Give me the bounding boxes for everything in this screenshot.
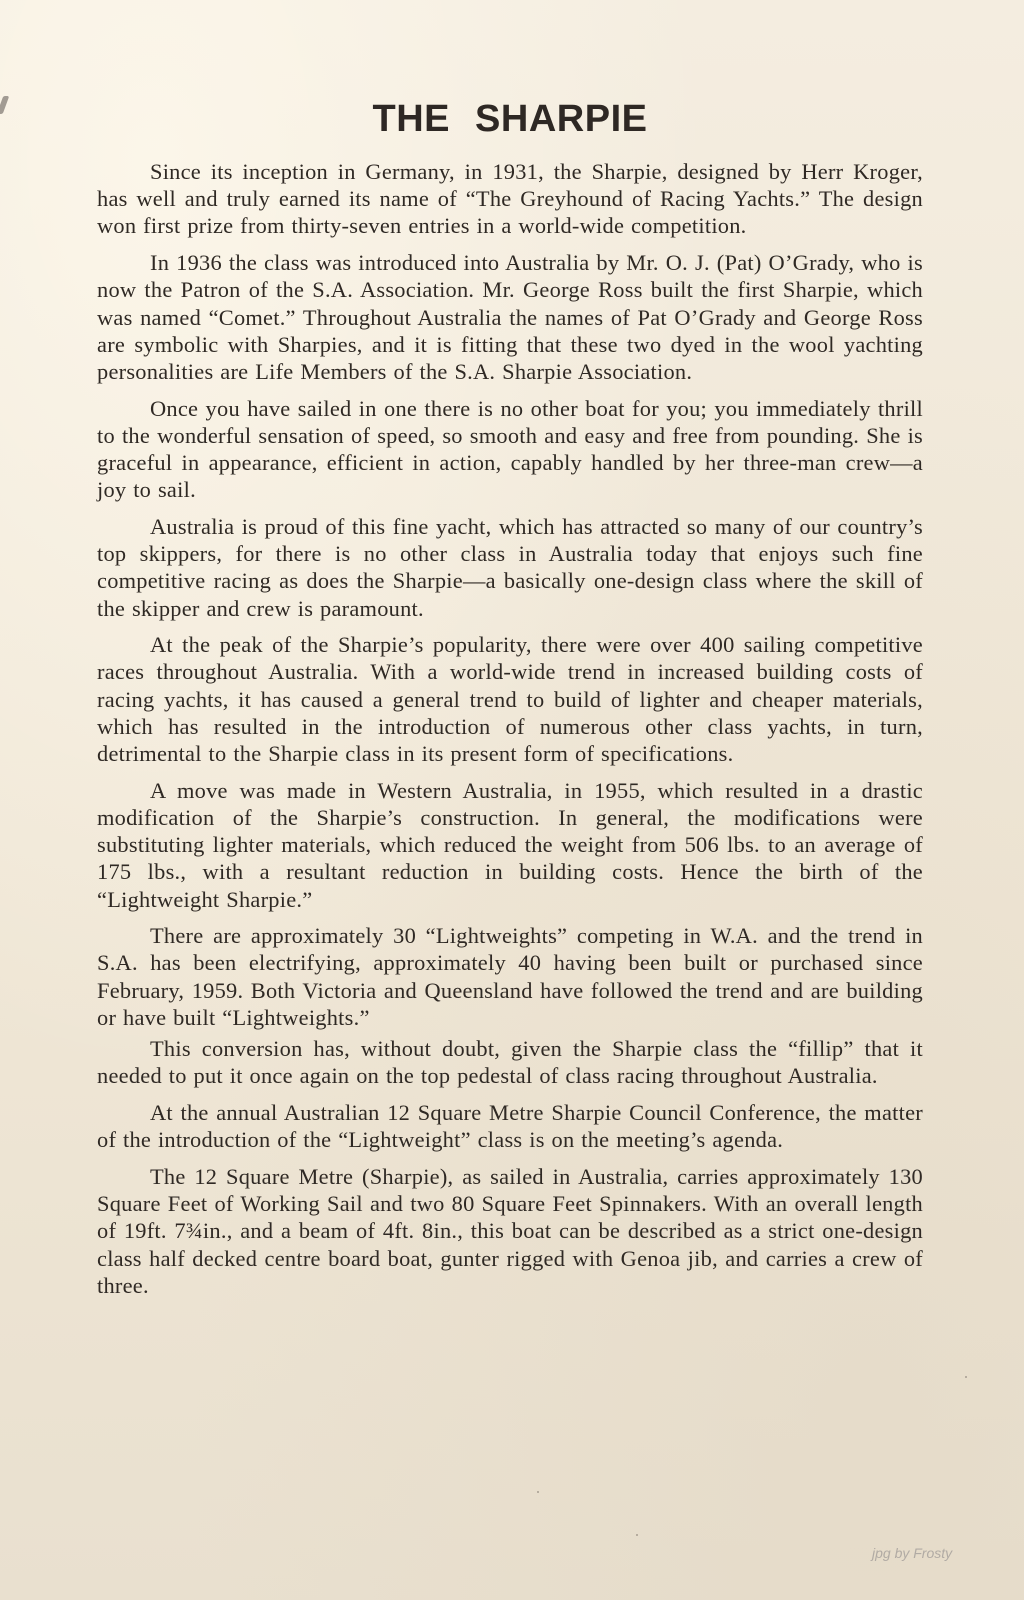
paper-speck — [636, 1534, 638, 1536]
page-edge-mark — [0, 96, 9, 114]
paragraph-council-conference: At the annual Australian 12 Square Metre Sharpie Council Conference, the matter of the introduction of the “Lightweight” class is on the meeting’s agenda. — [97, 1100, 923, 1153]
watermark-text: jpg by Frosty — [872, 1545, 953, 1561]
paragraph-national-pride: Australia is proud of this fine yacht, which has attracted so many of our country’s top skippers, for there is no other class in Australia today that enjoys such fine competitive racing as does the Sharpie—a basically one-design class where the skill of the skipper and crew is paramount. — [97, 513, 923, 621]
paragraph-conversion: This conversion has, without doubt, given the Sharpie class the “fillip” that it needed to put it once again on the top pedestal of class racing throughout Australia. — [97, 1036, 923, 1089]
paragraph-lightweight-origin: A move was made in Western Australia, in 1955, which resulted in a drastic modification of the Sharpie’s construction. In general, the modifications were substituting lighter materials, which reduced the weight from 506 lbs. to an average of 175 lbs., with a resultant reduction in building costs. Hence the birth of the “Lightweight Sharpie.” — [97, 777, 923, 912]
paragraph-specifications: The 12 Square Metre (Sharpie), as sailed in Australia, carries approximately 130 Square Feet of Working Sail and two 80 Square Feet Spinnakers. With an overall length of 19ft. 7¾in., and a beam of 4ft. 8in., this boat can be described as a strict one-design class half decked centre board boat, gunter rigged with Genoa jib, and carries a crew of three. — [97, 1163, 923, 1298]
paragraph-australia-intro: In 1936 the class was introduced into Australia by Mr. O. J. (Pat) O’Grady, who is now the Patron of the S.A. Association. Mr. George Ross built the first Sharpie, which was named “Comet.” Throughout Australia the names of Pat O’Grady and George Ross are symbolic with Sharpies, and it is fitting that these two dyed in the wool yachting personalities are Life Members of the S.A. Sharpie Association. — [97, 250, 923, 384]
document-page — [97, 96, 923, 1308]
paragraph-history: Since its inception in Germany, in 1931, the Sharpie, designed by Herr Kroger, has well and truly earned its name of “The Greyhound of Racing Yachts.” The design won first prize from thirty-seven entries in a world-wide competition. — [97, 159, 923, 239]
paragraph-lightweight-trend: There are approximately 30 “Lightweights” competing in W.A. and the trend in S.A. has been electrifying, approximately 40 having been built or purchased since February, 1959. Both Victoria and Queensland have followed the trend and are building or have built “Lightweights.” — [97, 923, 923, 1030]
paragraph-popularity-decline: At the peak of the Sharpie’s popularity, there were over 400 sailing competitive races throughout Australia. With a world-wide trend in increased building costs of racing yachts, it has caused a general trend to build of lighter and cheaper materials, which has resulted in the introduction of numerous other class yachts, in turn, detrimental to the Sharpie class in its present form of specifications. — [97, 632, 923, 767]
paper-speck — [537, 1491, 539, 1493]
paragraph-sailing-experience: Once you have sailed in one there is no other boat for you; you immediately thrill to the wonderful sensation of speed, so smooth and easy and free from pounding. She is graceful in appearance, efficient in action, capably handled by her three-man crew—a joy to sail. — [97, 395, 923, 503]
paper-speck — [965, 1376, 967, 1378]
page-title: THE SHARPIE — [372, 98, 648, 140]
